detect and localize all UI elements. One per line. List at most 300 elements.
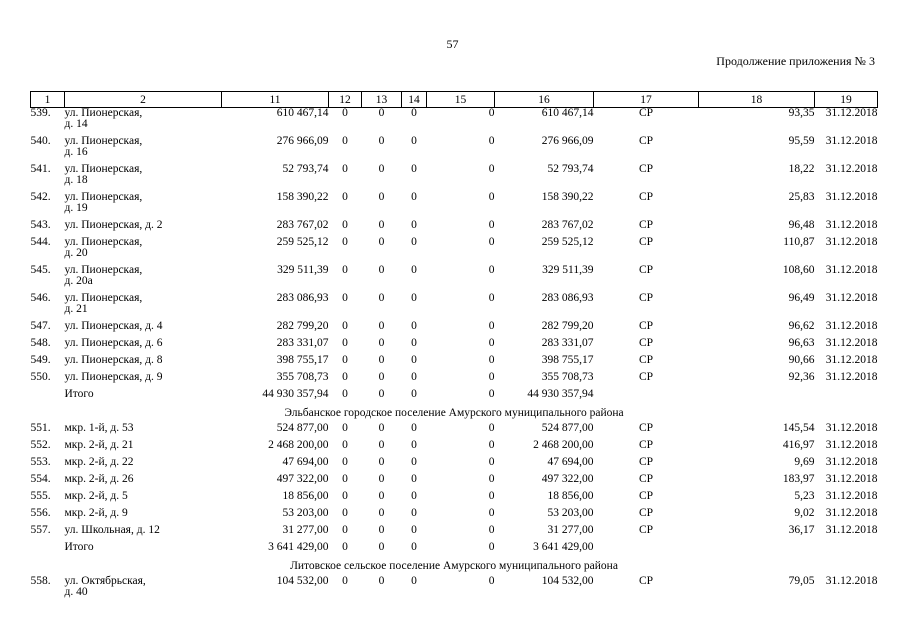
address-line: мкр. 1-й, д. 53 <box>64 422 134 434</box>
cell-col19: 31.12.2018 <box>825 236 878 248</box>
cell-col18: 92,36 <box>788 371 815 383</box>
cell-col15: 0 <box>488 236 495 248</box>
column-header: 11 <box>222 92 329 108</box>
cell-col14: 0 <box>411 264 417 276</box>
address-cell <box>65 108 222 137</box>
cell-col15: 0 <box>488 507 495 519</box>
cell-col19: 31.12.2018 <box>825 507 878 519</box>
cell-col17: СР <box>638 337 654 349</box>
address-cell <box>65 372 222 389</box>
cell-col19: 31.12.2018 <box>825 422 878 434</box>
total-label: Итого <box>64 388 94 400</box>
address-line: ул. Пионерская, д. 9 <box>64 371 163 383</box>
cell-col18: 96,63 <box>788 337 815 349</box>
settlement-heading: Литовское сельское поселение Амурского муниципального района <box>290 560 618 572</box>
cell-col16: 276 966,09 <box>541 135 594 147</box>
cell-col13: 0 <box>378 264 385 276</box>
cell-col19: 31.12.2018 <box>825 473 878 485</box>
table-row <box>31 508 878 525</box>
cell-col13: 0 <box>378 439 385 451</box>
cell-col13: 0 <box>378 388 385 400</box>
table-header <box>31 92 878 108</box>
cell-col17: СР <box>638 507 654 519</box>
cell-col13: 0 <box>378 107 385 119</box>
table-row <box>31 136 878 164</box>
cell-col19: 31.12.2018 <box>825 292 878 304</box>
cell-col13: 0 <box>378 320 385 332</box>
cell-col14: 0 <box>411 135 417 147</box>
row-number: 547. <box>30 320 51 332</box>
cell-col15: 0 <box>488 337 495 349</box>
table-row <box>31 220 878 237</box>
cell-col19: 31.12.2018 <box>825 456 878 468</box>
address-cell <box>65 457 222 474</box>
address-line: мкр. 2-й, д. 9 <box>64 507 128 519</box>
address-line-2: д. 19 <box>64 202 88 214</box>
cell-col11: 104 532,00 <box>276 575 329 587</box>
cell-col11: 283 331,07 <box>276 337 329 349</box>
column-header: 12 <box>329 92 362 108</box>
row-number: 549. <box>30 354 51 366</box>
cell-col14: 0 <box>411 337 417 349</box>
address-line: ул. Пионерская, <box>64 236 143 248</box>
cell-col19: 31.12.2018 <box>825 163 878 175</box>
cell-col18: 183,97 <box>782 473 815 485</box>
page-number: 57 <box>446 37 459 51</box>
cell-col17: СР <box>638 236 654 248</box>
cell-col18: 93,35 <box>788 107 815 119</box>
address-line: ул. Пионерская, д. 2 <box>64 219 163 231</box>
address-line-2: д. 14 <box>64 118 88 130</box>
row-number: 552. <box>30 439 51 451</box>
cell-col15: 0 <box>488 456 495 468</box>
cell-col19: 31.12.2018 <box>825 219 878 231</box>
cell-col13: 0 <box>378 456 385 468</box>
cell-col17 <box>594 389 699 406</box>
cell-col19: 31.12.2018 <box>825 575 878 587</box>
cell-col15: 0 <box>488 264 495 276</box>
table-row <box>31 293 878 321</box>
cell-col14: 0 <box>411 456 417 468</box>
address-cell <box>65 508 222 525</box>
cell-col17: СР <box>638 135 654 147</box>
cell-col13: 0 <box>378 354 385 366</box>
group-heading-row <box>31 559 878 576</box>
cell-col12: 0 <box>342 135 348 147</box>
column-header: 19 <box>815 92 878 108</box>
address-line: мкр. 2-й, д. 26 <box>64 473 134 485</box>
cell-col16: 104 532,00 <box>541 575 594 587</box>
cell-col11: 158 390,22 <box>276 191 329 203</box>
row-number: 551. <box>30 422 51 434</box>
table-row <box>31 474 878 491</box>
cell-col17: СР <box>638 575 654 587</box>
cell-col12: 0 <box>342 422 348 434</box>
address-cell <box>65 321 222 338</box>
cell-col17: СР <box>638 264 654 276</box>
cell-col15: 0 <box>488 219 495 231</box>
table-row <box>31 192 878 220</box>
cell-col18: 96,48 <box>788 219 815 231</box>
cell-col14: 0 <box>411 575 417 587</box>
cell-col19: 31.12.2018 <box>825 191 878 203</box>
row-number: 542. <box>30 191 51 203</box>
table-row <box>31 491 878 508</box>
row-number: 540. <box>30 135 51 147</box>
cell-col16: 329 511,39 <box>542 264 594 276</box>
table-row <box>31 108 878 137</box>
table-row <box>31 355 878 372</box>
cell-col11: 31 277,00 <box>282 524 329 536</box>
cell-col13: 0 <box>378 337 385 349</box>
cell-col18: 90,66 <box>788 354 815 366</box>
cell-col17: СР <box>638 490 654 502</box>
cell-col12: 0 <box>342 439 348 451</box>
total-label: Итого <box>64 541 94 553</box>
address-line: ул. Школьная, д. 12 <box>64 524 160 536</box>
cell-col15: 0 <box>488 163 495 175</box>
cell-col15: 0 <box>488 422 495 434</box>
cell-col14: 0 <box>411 388 417 400</box>
cell-col11: 52 793,74 <box>282 163 329 175</box>
row-number: 543. <box>30 219 51 231</box>
cell-col15: 0 <box>488 371 495 383</box>
cell-col15: 0 <box>488 191 495 203</box>
address-cell <box>65 576 222 604</box>
table-row <box>31 265 878 293</box>
cell-col12: 0 <box>342 292 348 304</box>
cell-col16: 524 877,00 <box>541 422 594 434</box>
address-line: мкр. 2-й, д. 5 <box>64 490 128 502</box>
address-cell <box>65 491 222 508</box>
table-row <box>31 338 878 355</box>
row-number-cell <box>31 542 65 559</box>
cell-col17: СР <box>638 292 654 304</box>
cell-col19: 31.12.2018 <box>825 490 878 502</box>
cell-col16: 31 277,00 <box>547 524 594 536</box>
address-line-2: д. 20а <box>64 275 93 287</box>
cell-col11: 53 203,00 <box>282 507 329 519</box>
cell-col11: 398 755,17 <box>276 354 329 366</box>
cell-col19: 31.12.2018 <box>825 135 878 147</box>
row-number: 555. <box>30 490 51 502</box>
cell-col14: 0 <box>411 541 417 553</box>
address-line: ул. Пионерская, <box>64 191 143 203</box>
cell-col18: 36,17 <box>788 524 815 536</box>
cell-col14: 0 <box>411 524 417 536</box>
address-cell <box>65 136 222 164</box>
cell-col17: СР <box>638 456 654 468</box>
row-number: 554. <box>30 473 51 485</box>
cell-col12: 0 <box>342 456 348 468</box>
column-header: 14 <box>402 92 427 108</box>
cell-col14: 0 <box>411 163 417 175</box>
cell-col16: 398 755,17 <box>541 354 594 366</box>
address-cell <box>65 525 222 542</box>
row-number: 556. <box>30 507 51 519</box>
cell-col11: 283 086,93 <box>276 292 329 304</box>
address-line-2: д. 20 <box>64 247 88 259</box>
column-header: 1 <box>31 92 65 108</box>
address-line: ул. Пионерская, <box>64 292 143 304</box>
address-cell <box>65 164 222 192</box>
cell-col19 <box>815 389 878 406</box>
address-line: ул. Пионерская, <box>64 135 143 147</box>
cell-col14: 0 <box>411 507 417 519</box>
cell-col19: 31.12.2018 <box>825 264 878 276</box>
address-line-2: д. 40 <box>64 586 88 598</box>
cell-col12: 0 <box>342 507 348 519</box>
cell-col12: 0 <box>342 219 348 231</box>
cell-col16: 283 331,07 <box>541 337 594 349</box>
cell-col14: 0 <box>411 191 417 203</box>
cell-col13: 0 <box>378 541 385 553</box>
header-row <box>31 92 878 108</box>
cell-col13: 0 <box>378 473 385 485</box>
cell-col13: 0 <box>378 371 385 383</box>
row-number: 544. <box>30 236 51 248</box>
table-row <box>31 321 878 338</box>
cell-col17: СР <box>638 524 654 536</box>
address-line: ул. Октябрьская, <box>64 575 146 587</box>
address-line: ул. Пионерская, <box>64 264 143 276</box>
table-row <box>31 372 878 389</box>
column-header: 16 <box>495 92 594 108</box>
cell-col13: 0 <box>378 135 385 147</box>
cell-col16: 355 708,73 <box>541 371 594 383</box>
cell-col17: СР <box>638 107 654 119</box>
cell-col19: 31.12.2018 <box>825 337 878 349</box>
address-cell <box>65 423 222 440</box>
cell-col13: 0 <box>378 219 385 231</box>
cell-col12: 0 <box>342 388 348 400</box>
row-number: 545. <box>30 264 51 276</box>
group-heading-row <box>31 406 878 423</box>
cell-col14: 0 <box>411 219 417 231</box>
cell-col18: 96,49 <box>788 292 815 304</box>
cell-col11: 2 468 200,00 <box>268 439 329 451</box>
cell-col18: 96,62 <box>788 320 815 332</box>
table-row <box>31 423 878 440</box>
cell-col17: СР <box>638 320 654 332</box>
address-cell <box>65 192 222 220</box>
cell-col12: 0 <box>342 541 348 553</box>
address-cell <box>65 440 222 457</box>
table-row <box>31 237 878 265</box>
cell-col18: 95,59 <box>788 135 815 147</box>
address-line: ул. Пионерская, д. 4 <box>64 320 163 332</box>
cell-col19: 31.12.2018 <box>825 371 878 383</box>
cell-col19: 31.12.2018 <box>825 354 878 366</box>
row-number: 548. <box>30 337 51 349</box>
total-row <box>31 389 878 406</box>
cell-col15: 0 <box>488 292 495 304</box>
cell-col13: 0 <box>378 422 385 434</box>
cell-col11: 282 799,20 <box>276 320 329 332</box>
address-line: мкр. 2-й, д. 22 <box>64 456 134 468</box>
cell-col17: СР <box>638 371 654 383</box>
cell-col17: СР <box>638 191 654 203</box>
cell-col16: 282 799,20 <box>541 320 594 332</box>
cell-col11: 47 694,00 <box>282 456 329 468</box>
cell-col12: 0 <box>342 354 348 366</box>
cell-col16: 2 468 200,00 <box>533 439 594 451</box>
cell-col17: СР <box>638 354 654 366</box>
cell-col12: 0 <box>342 191 348 203</box>
address-cell <box>65 355 222 372</box>
cell-col18: 79,05 <box>788 575 815 587</box>
total-row <box>31 542 878 559</box>
cell-col15: 0 <box>488 490 495 502</box>
row-number: 546. <box>30 292 51 304</box>
cell-col16: 610 467,14 <box>541 107 594 119</box>
cell-col15: 0 <box>488 354 495 366</box>
cell-col11: 44 930 357,94 <box>262 388 329 400</box>
cell-col14: 0 <box>411 473 417 485</box>
cell-col13: 0 <box>378 507 385 519</box>
cell-col16: 259 525,12 <box>541 236 594 248</box>
cell-col15: 0 <box>488 107 495 119</box>
cell-col14: 0 <box>411 320 417 332</box>
cell-col17: СР <box>638 219 654 231</box>
cell-col12: 0 <box>342 524 348 536</box>
cell-col13: 0 <box>378 292 385 304</box>
cell-col15: 0 <box>488 388 495 400</box>
table-row <box>31 576 878 604</box>
cell-col15: 0 <box>488 541 495 553</box>
cell-col18 <box>699 542 815 559</box>
cell-col17: СР <box>638 473 654 485</box>
cell-col14: 0 <box>411 371 417 383</box>
row-number: 550. <box>30 371 51 383</box>
table-row <box>31 164 878 192</box>
cell-col19: 31.12.2018 <box>825 439 878 451</box>
cell-col18: 108,60 <box>782 264 815 276</box>
cell-col17: СР <box>638 439 654 451</box>
table-row <box>31 457 878 474</box>
address-cell <box>65 474 222 491</box>
cell-col15: 0 <box>488 524 495 536</box>
cell-col16: 44 930 357,94 <box>527 388 594 400</box>
cell-col11: 329 511,39 <box>277 264 329 276</box>
cell-col14: 0 <box>411 354 417 366</box>
cell-col18: 18,22 <box>788 163 815 175</box>
cell-col11: 610 467,14 <box>276 107 329 119</box>
cell-col12: 0 <box>342 163 348 175</box>
cell-col12: 0 <box>342 320 348 332</box>
cell-col16: 158 390,22 <box>541 191 594 203</box>
column-header: 13 <box>362 92 402 108</box>
cell-col14: 0 <box>411 107 417 119</box>
cell-col12: 0 <box>342 575 348 587</box>
cell-col12: 0 <box>342 473 348 485</box>
register-table <box>30 91 878 604</box>
cell-col16: 52 793,74 <box>547 163 594 175</box>
cell-col13: 0 <box>378 191 385 203</box>
row-number: 541. <box>30 163 51 175</box>
cell-col16: 3 641 429,00 <box>533 541 594 553</box>
cell-col12: 0 <box>342 107 348 119</box>
address-line: ул. Пионерская, <box>64 163 143 175</box>
cell-col19: 31.12.2018 <box>825 524 878 536</box>
cell-col16: 18 856,00 <box>547 490 594 502</box>
cell-col17: СР <box>638 422 654 434</box>
address-line-2: д. 16 <box>64 146 88 158</box>
appendix-continuation-title: Продолжение приложения № 3 <box>716 54 875 68</box>
settlement-heading: Эльбанское городское поселение Амурского муниципального района <box>284 407 624 419</box>
cell-col15: 0 <box>488 439 495 451</box>
cell-col17: СР <box>638 163 654 175</box>
cell-col19: 31.12.2018 <box>825 107 878 119</box>
cell-col12: 0 <box>342 264 348 276</box>
address-line-2: д. 18 <box>64 174 88 186</box>
table-body <box>31 108 878 605</box>
cell-col12: 0 <box>342 371 348 383</box>
row-number: 553. <box>30 456 51 468</box>
cell-col13: 0 <box>378 236 385 248</box>
address-line: ул. Пионерская, д. 8 <box>64 354 163 366</box>
cell-col16: 53 203,00 <box>547 507 594 519</box>
address-cell <box>65 220 222 237</box>
cell-col15: 0 <box>488 135 495 147</box>
cell-col16: 47 694,00 <box>547 456 594 468</box>
cell-col18: 9,69 <box>794 456 815 468</box>
cell-col11: 524 877,00 <box>276 422 329 434</box>
address-cell <box>65 265 222 293</box>
cell-col13: 0 <box>378 524 385 536</box>
column-header: 2 <box>65 92 222 108</box>
cell-col11: 3 641 429,00 <box>268 541 329 553</box>
cell-col13: 0 <box>378 490 385 502</box>
cell-col18: 416,97 <box>782 439 815 451</box>
row-number: 558. <box>30 575 51 587</box>
cell-col13: 0 <box>378 575 385 587</box>
row-number: 539. <box>30 107 51 119</box>
column-header: 15 <box>427 92 495 108</box>
column-header: 17 <box>594 92 699 108</box>
cell-col11: 276 966,09 <box>276 135 329 147</box>
cell-col14: 0 <box>411 292 417 304</box>
address-cell <box>65 338 222 355</box>
cell-col11: 259 525,12 <box>276 236 329 248</box>
address-line-2: д. 21 <box>64 303 88 315</box>
cell-col15: 0 <box>488 473 495 485</box>
cell-col12: 0 <box>342 490 348 502</box>
cell-col18: 25,83 <box>788 191 815 203</box>
cell-col12: 0 <box>342 337 348 349</box>
cell-col14: 0 <box>411 439 417 451</box>
cell-col17 <box>594 542 699 559</box>
column-header: 18 <box>699 92 815 108</box>
cell-col19: 31.12.2018 <box>825 320 878 332</box>
table-row <box>31 525 878 542</box>
cell-col11: 497 322,00 <box>276 473 329 485</box>
cell-col15: 0 <box>488 320 495 332</box>
cell-col12: 0 <box>342 236 348 248</box>
row-number: 557. <box>30 524 51 536</box>
cell-col19 <box>815 542 878 559</box>
cell-col15: 0 <box>488 575 495 587</box>
cell-col11: 355 708,73 <box>276 371 329 383</box>
cell-col16: 497 322,00 <box>541 473 594 485</box>
cell-col11: 18 856,00 <box>282 490 329 502</box>
cell-col18: 145,54 <box>782 422 815 434</box>
cell-col18: 110,87 <box>783 236 815 248</box>
address-line: ул. Пионерская, <box>64 107 143 119</box>
row-number-cell <box>31 389 65 406</box>
cell-col16: 283 767,02 <box>541 219 594 231</box>
address-line: мкр. 2-й, д. 21 <box>64 439 134 451</box>
